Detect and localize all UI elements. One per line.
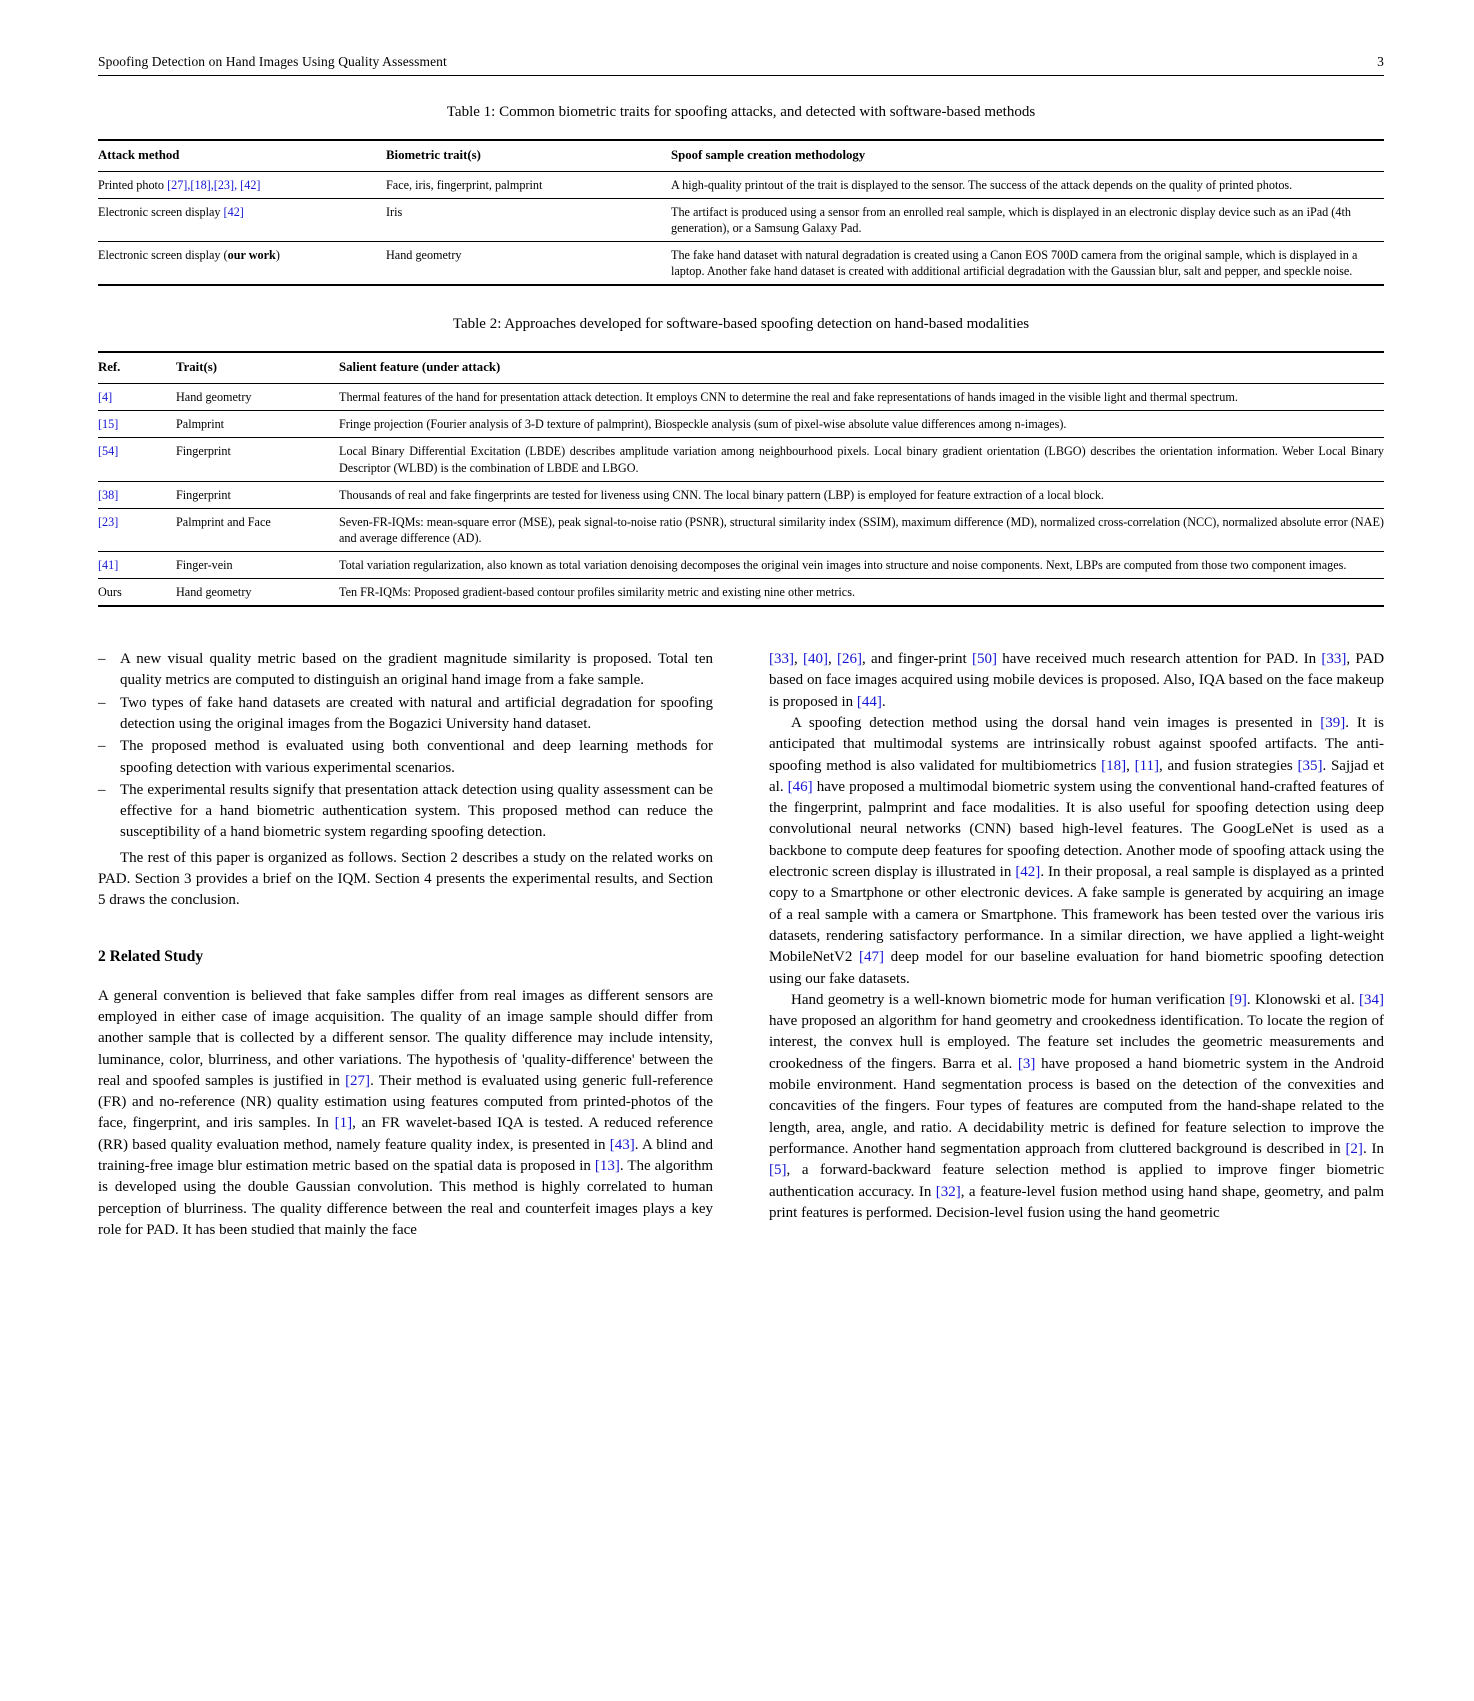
running-head: [98, 54, 1384, 75]
list-item: [98, 780, 713, 844]
citation-link[interactable]: [47]: [859, 949, 884, 966]
table-row-ours: [98, 579, 1384, 607]
table2-cell-feature: Total variation regularization, also known as total variation denoising decomposes the original vein images into structure and noise components. Next, LBPs are computed from those two component images.: [339, 557, 1347, 572]
table1-cell-methodology: The artifact is produced using a sensor from an enrolled real sample, which is displayed in an electronic display device such as an iPad (4th generation), or a Samsung Galaxy Pad.: [671, 204, 1351, 236]
citation-link[interactable]: [11]: [1134, 757, 1160, 774]
method-text: Printed photo: [98, 177, 168, 192]
method-text: Electronic screen display: [98, 204, 224, 219]
list-item: [98, 693, 713, 736]
citation-link[interactable]: [39]: [1320, 714, 1346, 731]
left-column: [98, 649, 713, 1241]
table1-header-row: [98, 140, 1384, 171]
method-text-post: ): [275, 248, 280, 263]
text-run: . Their method is evaluated using generic full-reference (FR) and no-reference (NR) quality estimation using features computed from printed-photos of the face, fingerprint, and iris samples. In: [98, 1072, 713, 1132]
table-row: [98, 481, 1384, 508]
citation-link[interactable]: [3]: [1017, 1055, 1036, 1072]
text-run: . In: [1362, 1140, 1384, 1157]
table2-cell-feature: Seven-FR-IQMs: mean-square error (MSE), peak signal-to-noise ratio (PSNR), structural similarity index (SSIM), maximum difference (MD), normalized cross-correlation (NCC), normalized absolute error (NAE) and average difference (AD).: [339, 514, 1384, 545]
table-row: [98, 411, 1384, 438]
table1-cell-trait: Face, iris, fingerprint, palmprint: [386, 177, 543, 192]
text-run: , and fusion strategies: [1159, 757, 1298, 774]
table2-cell-trait: Palmprint: [176, 417, 225, 432]
table-row: [98, 384, 1384, 411]
paragraph-right-2: [769, 713, 1384, 990]
text-run: . In their proposal, a real sample is displayed as a printed copy to a Smartphone or other electronic devices. A fake sample is generated by acquiring an image of a real sample with a camera or Smartphone. This framework has been tested over the various iris datasets, rendering satisfactory performance. In a similar direction, we have applied a light-weight MobileNetV2: [769, 864, 1384, 966]
citation-link[interactable]: [32]: [935, 1183, 961, 1200]
citation-link[interactable]: [9]: [1229, 991, 1247, 1008]
text-run: A spoofing detection method using the dorsal hand vein images is presented in: [791, 714, 1321, 731]
table-row: [98, 508, 1384, 551]
bullet-dash-icon: –: [98, 651, 106, 668]
citation-link[interactable]: [43]: [609, 1136, 635, 1153]
citation-link[interactable]: [1]: [334, 1115, 353, 1132]
citation-link[interactable]: [50]: [971, 651, 997, 668]
right-column: [769, 649, 1384, 1241]
citation-link[interactable]: [5]: [769, 1162, 787, 1179]
table2-cell-feature: Fringe projection (Fourier analysis of 3-D texture of palmprint), Biospeckle analysis (sum of pixel-wise absolute value differences among n-images).: [339, 417, 1067, 432]
text-run: have proposed an algorithm for hand geometry and crookedness identification. To locate the region of interest, the convex hull is employed. The feature set includes the geometric measurements and crookedness of the fingers. Barra et al.: [769, 1013, 1384, 1072]
page-content: [98, 54, 1384, 1241]
table-1: [98, 139, 1384, 286]
text-run: have received much research attention for PAD. In: [996, 651, 1322, 668]
citation-link[interactable]: [44]: [856, 693, 882, 710]
table1-cell-method: [98, 171, 386, 198]
paragraph-right-1: [769, 649, 1384, 713]
table-row: [98, 242, 1384, 286]
running-head-title: Spoofing Detection on Hand Images Using Quality Assessment: [98, 54, 447, 69]
table2-cell-ref-ours: Ours: [98, 585, 122, 599]
table1-cell-trait: Hand geometry: [386, 248, 462, 263]
table1-cell-methodology: A high-quality printout of the trait is displayed to the sensor. The success of the attack depends on the quality of printed photos.: [671, 177, 1293, 192]
bullet-dash-icon: –: [98, 694, 106, 711]
table2-header-ref: Ref.: [98, 360, 121, 375]
text-run: , an FR wavelet-based IQA is tested. A reduced reference (RR) based quality evaluation method, namely feature quality index, is presented in: [98, 1115, 713, 1153]
text-run: A general convention is believed that fake samples differ from real images as different sensors are employed in either case of image acquisition. The quality of an image sample should differ from another sample that is collected by a different sensor. The quality difference may include intensity, luminance, color, blurriness, and other variations. The hypothesis of 'quality-difference' between the real and spoofed samples is justified in: [98, 987, 713, 1089]
table1-header-biometric-trait: Biometric trait(s): [386, 148, 481, 162]
table2-header-salient-feature: Salient feature (under attack): [339, 360, 501, 375]
text-run: , a feature-level fusion method using hand shape, geometry, and palm print features is performed. Decision-level fusion using the hand geometric: [769, 1183, 1384, 1221]
citation-link[interactable]: [35]: [1297, 757, 1323, 774]
text-run: . Sajjad et al.: [769, 757, 1384, 795]
table2-cell-trait: Hand geometry: [176, 390, 252, 405]
table-row: [98, 198, 1384, 241]
table-row: [98, 438, 1384, 481]
citation-link[interactable]: [15]: [98, 417, 119, 432]
citation-link[interactable]: [2]: [1345, 1140, 1363, 1157]
text-run: , and finger-print: [862, 651, 972, 668]
citation-link[interactable]: [41]: [98, 557, 119, 572]
text-run: deep model for our baseline evaluation for hand biometric spoofing detection using our fake datasets.: [769, 949, 1384, 987]
citation-link[interactable]: [27]: [345, 1072, 371, 1089]
list-item-text: A new visual quality metric based on the gradient magnitude similarity is proposed. Total ten quality metrics are computed to distinguish an original hand image from a fake sample.: [120, 651, 713, 689]
bullet-dash-icon: –: [98, 781, 106, 798]
citation-link[interactable]: [13]: [594, 1158, 620, 1175]
table2-cell-trait: Palmprint and Face: [176, 514, 271, 529]
text-run: have proposed a hand biometric system in the Android mobile environment. Hand segmentation process is based on the detection of the convexities and concavities of the fingers. Four types of features are computed from the hand-shape related to the length, area, angle, and ratio. A decidability metric is defined for feature selection to improve the performance. Another hand segmentation approach from cluttered background is described in: [769, 1055, 1384, 1157]
citation-link[interactable]: [42]: [1015, 864, 1041, 881]
table2-cell-feature: Ten FR-IQMs: Proposed gradient-based contour profiles similarity metric and existing nine other metrics.: [339, 585, 855, 599]
text-run: ,: [828, 651, 837, 668]
list-item-text: Two types of fake hand datasets are created with natural and artificial degradation for spoofing detection using the original images from the Bogazici University hand dataset.: [120, 694, 713, 732]
table2-cell-trait: Hand geometry: [176, 585, 252, 599]
method-text: Electronic screen display (: [98, 248, 228, 263]
text-run: . The algorithm is developed using the double Gaussian convolution. This method is highly correlated to human perception of blurriness. The quality difference between the real and counterfeit images plays a key role for PAD. It has been studied that mainly the face: [98, 1158, 713, 1238]
table1-caption: Table 1: Common biometric traits for spoofing attacks, and detected with software-based methods: [446, 104, 1036, 120]
text-run: . Klonowski et al.: [1246, 991, 1359, 1008]
citation-link[interactable]: [42]: [223, 204, 244, 219]
text-run: Hand geometry is a well-known biometric mode for human verification: [791, 991, 1230, 1008]
citation-link[interactable]: [4]: [98, 390, 113, 405]
page-number: 3: [1377, 54, 1384, 69]
table2-cell-feature: Thermal features of the hand for presentation attack detection. It employs CNN to determine the real and fake representations of hands imaged in the visible light and thermal spectrum.: [339, 390, 1238, 405]
text-run: ,: [1126, 757, 1135, 774]
body-columns: [98, 649, 1384, 1241]
bullet-dash-icon: –: [98, 738, 106, 755]
table2-cell-feature: Thousands of real and fake fingerprints are tested for liveness using CNN. The local binary pattern (LBP) is employed for feature extraction of a local block.: [339, 487, 1104, 502]
citation-link[interactable]: [38]: [98, 487, 119, 502]
list-item: [98, 649, 713, 692]
table2-cell-trait: Fingerprint: [176, 444, 231, 459]
section-heading-related-study: 2 Related Study: [98, 947, 204, 965]
citation-link[interactable]: [40]: [803, 651, 828, 668]
table1-header-spoof-methodology: Spoof sample creation methodology: [671, 148, 866, 162]
contributions-list: [98, 649, 713, 844]
table1-cell-method: [98, 242, 386, 286]
our-work-emphasis: our work: [227, 248, 276, 263]
citation-link[interactable]: [33]: [769, 651, 794, 668]
paragraph-right-3: [769, 990, 1384, 1224]
table2-header-row: [98, 352, 1384, 383]
table2-cell-trait: Fingerprint: [176, 487, 231, 502]
table2-cell-feature: Local Binary Differential Excitation (LBDE) describes amplitude variation among neighbourhood pixels. Local binary gradient orientation (LBGO) describes the orientation information. Weber Local Binary Descriptor (WLBD) is the combination of LBDE and LBGO.: [339, 444, 1384, 475]
text-run: ,: [794, 651, 803, 668]
table-row: [98, 171, 1384, 198]
citation-link[interactable]: [54]: [98, 444, 119, 459]
text-run: .: [881, 693, 886, 710]
table2-header-trait: Trait(s): [176, 360, 217, 375]
text-run: have proposed a multimodal biometric system using the conventional hand-crafted features of the fingerprint, palmprint and face modalities. It is also useful for spoofing detection using deep convolutional neural networks (CNN) based high-level features. The GoogLeNet is used as a backbone to compute deep features for spoofing detection. Another mode of spoofing attack using the electronic screen display is illustrated in: [769, 778, 1385, 881]
table1-cell-methodology: The fake hand dataset with natural degradation is created using a Canon EOS 700D camera from the original sample, which is displayed in a laptop. Another fake hand dataset is created with additional artificial degradation with the Gaussian blur, salt and pepper, and speckle noise.: [671, 248, 1358, 279]
citation-link[interactable]: [26]: [837, 651, 862, 668]
citation-link[interactable]: [18]: [1101, 757, 1127, 774]
text-run: . It is anticipated that multimodal systems are intrinsically robust against spoofed artifacts. The anti-spoofing method is also validated for multibiometrics: [769, 714, 1384, 774]
citation-link[interactable]: [27],[18],[23], [42]: [167, 177, 261, 192]
paragraph-organization: The rest of this paper is organized as follows. Section 2 describes a study on the related works on PAD. Section 3 provides a brief on the IQM. Section 4 presents the experimental results, and Section 5 draws the conclusion.: [98, 849, 713, 909]
table1-cell-trait: Iris: [386, 204, 403, 219]
table-2: [98, 351, 1384, 607]
list-item-text: The experimental results signify that presentation attack detection using quality assessment can be effective for a hand biometric authentication system. This proposed method can reduce the susceptibility of a hand biometric system regarding spoofing detection.: [120, 781, 713, 841]
text-run: , a forward-backward feature selection method is applied to improve finger biometric authentication accuracy. In: [769, 1162, 1384, 1200]
citation-link[interactable]: [23]: [98, 514, 119, 529]
running-head-rule: [98, 75, 1384, 76]
table-row: [98, 551, 1384, 578]
table2-caption: Table 2: Approaches developed for software-based spoofing detection on hand-based modalities: [452, 316, 1030, 333]
list-item-text: The proposed method is evaluated using both conventional and deep learning methods for spoofing detection with various experimental scenarios.: [120, 738, 713, 776]
text-run: . A blind and training-free image blur estimation metric based on the spatial data is proposed in: [98, 1136, 713, 1175]
table1-cell-method: [98, 198, 386, 241]
text-run: , PAD based on face images acquired using mobile devices is proposed. Also, IQA based on the face makeup is proposed in: [769, 651, 1385, 710]
table2-cell-trait: Finger-vein: [176, 557, 233, 572]
citation-link[interactable]: [34]: [1359, 991, 1384, 1008]
paragraph-related-study-1: [98, 986, 713, 1242]
table1-header-attack-method: Attack method: [98, 148, 180, 162]
list-item: [98, 736, 713, 779]
citation-link[interactable]: [33]: [1321, 651, 1347, 668]
citation-link[interactable]: [46]: [787, 778, 813, 795]
